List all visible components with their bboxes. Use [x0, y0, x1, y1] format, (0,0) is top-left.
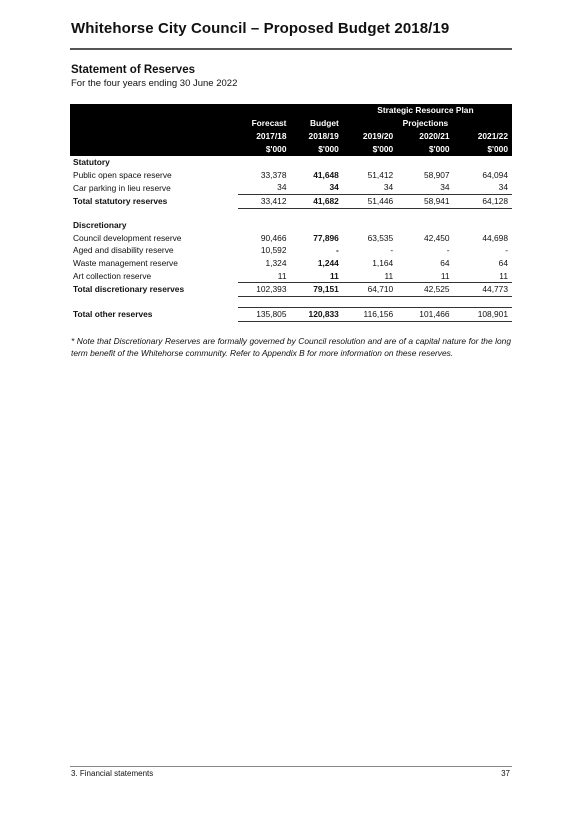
row-label: Council development reserve: [73, 232, 182, 243]
total-row-other-reserves: [70, 308, 512, 322]
row-label: Waste management reserve: [73, 257, 178, 268]
cell-budget: 1,244: [317, 257, 339, 268]
cell-forecast: 1,324: [265, 257, 287, 268]
cell-budget: 41,648: [313, 169, 339, 180]
cell-projection: 101,466: [397, 308, 453, 322]
header-unit: $'000: [454, 143, 512, 156]
total-label: Total discretionary reserves: [73, 284, 185, 295]
cell-projection: 42,525: [397, 283, 453, 297]
header-year: 2020/21: [397, 130, 453, 143]
cell-forecast: 33,378: [260, 169, 287, 180]
header-forecast: Forecast: [238, 117, 290, 130]
row-label: Public open space reserve: [73, 169, 172, 180]
title-divider: [70, 48, 512, 50]
header-year: 2018/19: [290, 130, 342, 143]
cell-forecast: 10,592: [260, 245, 287, 256]
cell-projection: 34: [440, 182, 450, 193]
header-year: 2019/20: [343, 130, 397, 143]
header-row-units: [70, 143, 512, 156]
cell-projection: 51,446: [343, 195, 397, 209]
header-year: 2021/22: [454, 130, 512, 143]
table-row: [70, 270, 512, 283]
row-label: Art collection reserve: [73, 270, 152, 281]
cell-projection: 11: [499, 270, 508, 281]
total-row-statutory: [70, 195, 512, 209]
section-title: Statement of Reserves: [71, 64, 195, 76]
total-label: Total statutory reserves: [73, 196, 168, 207]
cell-projection: 64,128: [454, 195, 512, 209]
cell-budget: 34: [329, 182, 339, 193]
cell-projection: 64: [498, 257, 508, 268]
cell-forecast: 34: [277, 182, 287, 193]
reserves-table: [70, 104, 512, 322]
cell-projection: 34: [383, 182, 394, 193]
footer-section: 3. Financial statements: [71, 769, 154, 778]
header-unit: $'000: [397, 143, 453, 156]
group-heading-discretionary: Discretionary: [73, 219, 127, 230]
cell-projection: 63,535: [367, 232, 394, 243]
cell-forecast: 90,466: [260, 232, 287, 243]
cell-projection: 11: [440, 270, 450, 281]
cell-projection: 1,164: [372, 257, 394, 268]
header-unit: $'000: [290, 143, 342, 156]
header-unit: $'000: [238, 143, 290, 156]
section-subtitle: For the four years ending 30 June 2022: [71, 78, 238, 89]
table-row: [70, 244, 512, 257]
cell-budget: 79,151: [290, 283, 342, 297]
cell-projection: 64,094: [482, 169, 508, 180]
group-heading-statutory: Statutory: [73, 157, 110, 167]
cell-budget: 120,833: [290, 308, 342, 322]
header-budget: Budget: [290, 117, 342, 130]
cell-projection: 44,698: [482, 232, 508, 243]
row-label: Car parking in lieu reserve: [73, 182, 171, 193]
table-row: [70, 232, 512, 245]
header-row-years: [70, 130, 512, 143]
cell-projection: 58,907: [423, 169, 450, 180]
cell-forecast: 33,412: [238, 195, 290, 209]
cell-projection: 64,710: [343, 283, 397, 297]
cell-projection: -: [505, 245, 508, 256]
cell-projection: 51,412: [367, 169, 394, 180]
header-srp: Strategic Resource Plan: [343, 104, 512, 117]
row-label: Aged and disability reserve: [73, 245, 174, 256]
table-row: [70, 169, 512, 182]
header-unit: $'000: [343, 143, 397, 156]
cell-projection: 11: [384, 270, 394, 281]
header-projections: Projections: [343, 117, 512, 130]
cell-forecast: 135,805: [238, 308, 290, 322]
cell-projection: 108,901: [454, 308, 512, 322]
total-row-discretionary: [70, 283, 512, 297]
document-title: Whitehorse City Council – Proposed Budget 2018/19: [71, 20, 450, 37]
cell-budget: 77,896: [313, 232, 339, 243]
cell-budget: 41,682: [290, 195, 342, 209]
footnote: * Note that Discretionary Reserves are formally governed by Council resolution and are of a capital nature for the long term benefit of the Whitehorse community. Refer to Appendix B for more information on these reserves.: [71, 336, 511, 358]
page-number: 37: [501, 769, 510, 778]
cell-projection: 58,941: [397, 195, 453, 209]
table-row: [70, 181, 512, 194]
cell-projection: 44,773: [454, 283, 512, 297]
header-row-labels: [70, 117, 512, 130]
cell-budget: -: [336, 245, 339, 256]
cell-budget: 11: [329, 270, 339, 281]
header-row-srp: [70, 104, 512, 117]
total-label: Total other reserves: [73, 309, 153, 320]
cell-projection: 64: [440, 257, 450, 268]
cell-forecast: 102,393: [238, 283, 290, 297]
cell-projection: -: [390, 245, 394, 256]
cell-projection: 116,156: [343, 308, 397, 322]
cell-forecast: 11: [277, 270, 287, 281]
footer-divider: [70, 766, 512, 767]
cell-projection: 34: [498, 182, 508, 193]
header-year: 2017/18: [238, 130, 290, 143]
cell-projection: -: [446, 245, 450, 256]
table-row: [70, 257, 512, 270]
cell-projection: 42,450: [423, 232, 450, 243]
